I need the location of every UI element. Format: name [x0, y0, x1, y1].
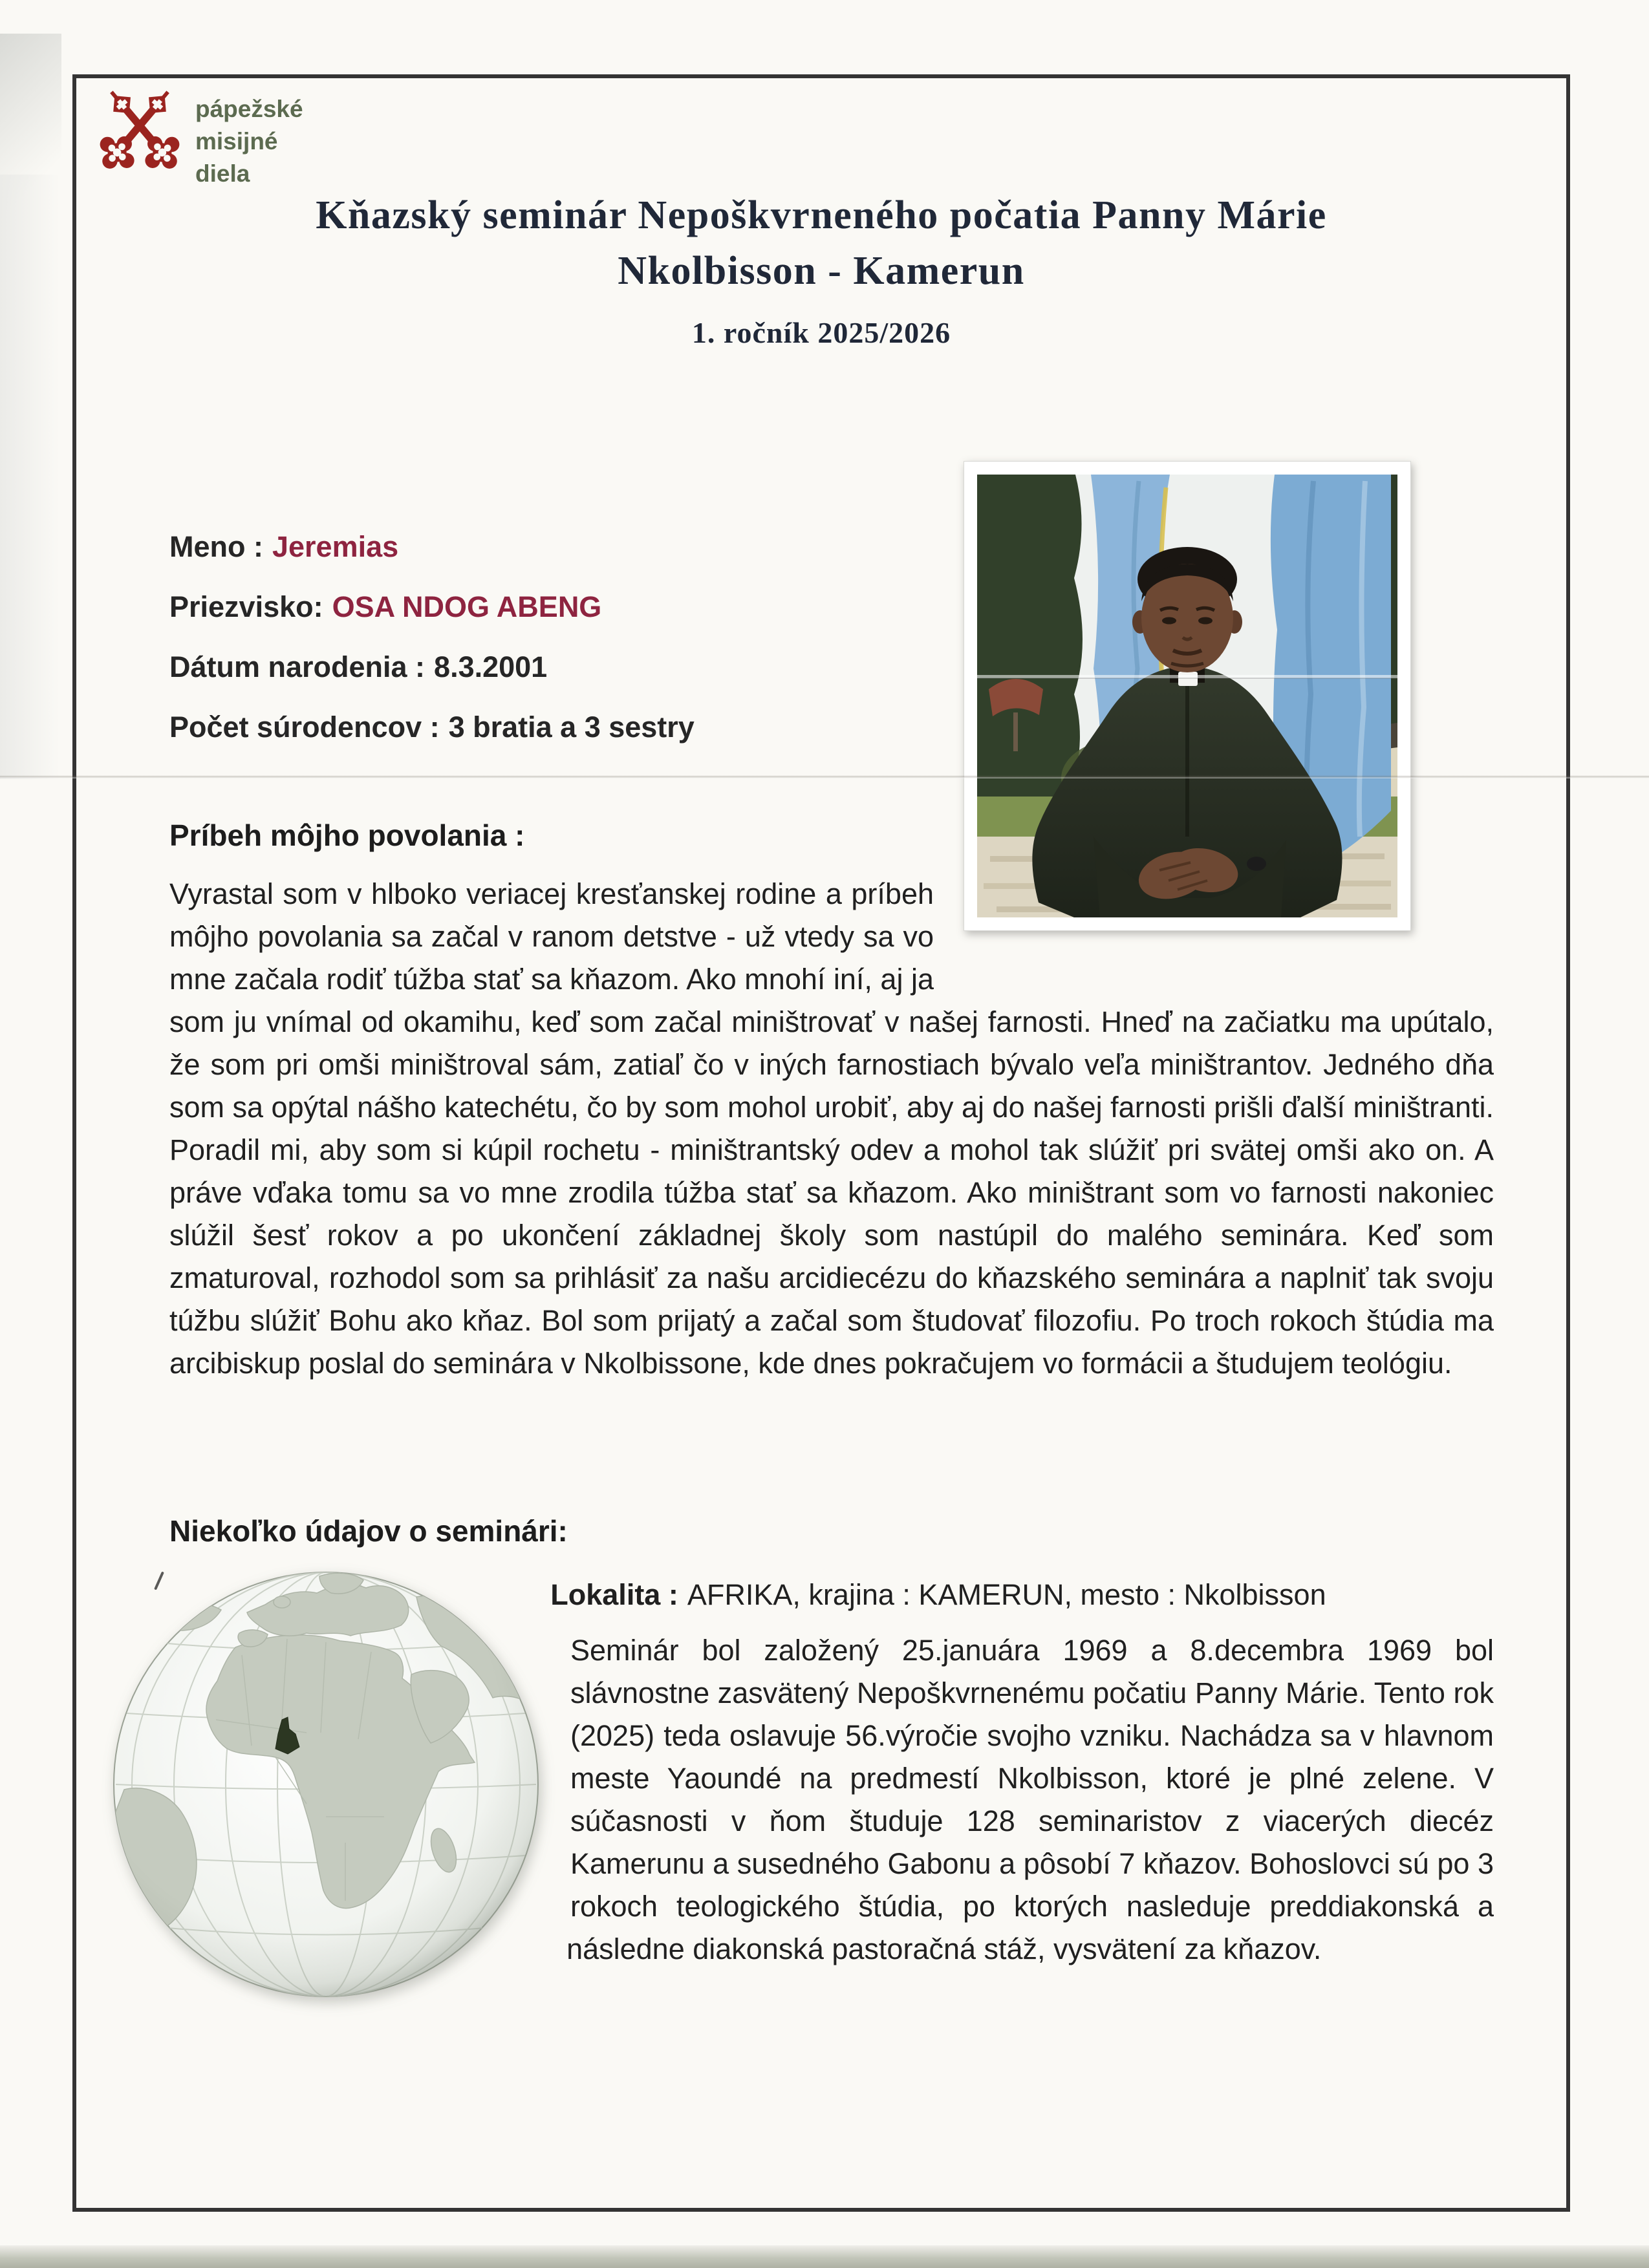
document-header: [72, 187, 1570, 350]
field-priezvisko-label: Priezvisko:: [169, 590, 323, 623]
logo-word-1: pápežské: [195, 96, 303, 122]
logo-word-2: misijné: [195, 128, 278, 155]
location-label: Lokalita :: [550, 1578, 678, 1611]
page-title-line-2: Nkolbisson - Kamerun: [618, 249, 1025, 293]
field-datum-value: 8.3.2001: [434, 650, 548, 683]
page-subtitle: 1. ročník 2025/2026: [691, 316, 951, 349]
crossed-keys-icon: [98, 89, 181, 172]
vocation-heading: Príbeh môjho povolania :: [169, 818, 525, 852]
scan-left-edge-shading: [0, 175, 70, 779]
field-priezvisko-value: OSA NDOG ABENG: [332, 590, 602, 623]
seminary-section: [169, 1512, 1494, 2013]
location-value: AFRIKA, krajina : KAMERUN, mesto : Nkolbisson: [687, 1578, 1326, 1611]
seminarian-photo: [964, 461, 1411, 931]
pms-logo: [98, 89, 303, 190]
logo-word-3: diela: [195, 160, 250, 187]
globe-map: [113, 1571, 539, 1998]
field-surodenci-value: 3 bratia a 3 sestry: [448, 711, 695, 744]
field-meno-label: Meno :: [169, 530, 263, 563]
vocation-paragraph: Vyrastal som v hlboko veriacej kresťanskej rodine a príbeh môjho povolania sa začal v ranom detstve - už vtedy sa vo mne začala rodiť túžba stať sa kňazom. Ako mnohí iní, aj ja som ju vnímal od okamihu, keď som začal miništrovať v našej farnosti. Hneď na začiatku ma upútalo, že som pri omši miništroval sám, zatiaľ čo v iných farnostiach bývalo veľa miništrantov. Jedného dňa som sa opýtal nášho katechétu, čo by som mohol urobiť, aby aj do našej farnosti prišli ďalší miništranti. Poradil mi, aby som si kúpil rochetu - miništrantský odev a mohol tak slúžiť pri svätej omši ako on. A práve vďaka tomu sa vo mne zrodila túžba stať sa kňazom. Ako miništrant som vo farnosti nakoniec slúžil šesť rokov a po ukončení základnej školy som nastúpil do malého seminára. Keď som zmaturoval, rozhodol som sa prihlásiť za našu arcidiecézu do kňazského seminára a naplniť tak svoju túžbu slúžiť Bohu ako kňaz. Bol som prijatý a začal som študovať filozofiu. Po troch rokoch štúdia ma arcibiskup poslal do seminára v Nkolbissone, kde dnes pokračujem vo formácii a študujem teológiu.: [169, 877, 1494, 1380]
page-title-line-1: Kňazský seminár Nepoškvrneného počatia Panny Márie: [316, 193, 1327, 237]
seminary-heading: Niekoľko údajov o seminári:: [169, 1514, 568, 1548]
paper-fold-crease: [0, 775, 1649, 778]
field-datum-label: Dátum narodenia :: [169, 650, 426, 683]
field-surodenci-label: Počet súrodencov :: [169, 711, 440, 744]
seminary-paragraph: Seminár bol založený 25.januára 1969 a 8.decembra 1969 bol slávnostne zasvätený Nepoškvrnenému počatiu Panny Márie. Tento rok (2025) teda oslavuje 56.výročie svojho vzniku. Nachádza sa v hlavnom meste Yaoundé na predmestí Nkolbisson, ktoré je plné zelene. V súčasnosti v ňom študuje 128 seminaristov z viacerých diecéz Kamerunu a susedného Gabonu a pôsobí 7 kňazov. Bohoslovci sú po 3 rokoch teologického štúdia, po ktorých nasleduje preddiakonská a následne diakonská pastoračná stáž, vysvätení za kňazov.: [566, 1634, 1494, 1965]
seminary-location-line: [169, 1574, 1494, 1616]
logo-wordmark: [195, 93, 303, 190]
scan-bottom-edge: [0, 2245, 1649, 2268]
field-meno-value: Jeremias: [272, 530, 399, 563]
vocation-section: [169, 461, 1494, 1385]
